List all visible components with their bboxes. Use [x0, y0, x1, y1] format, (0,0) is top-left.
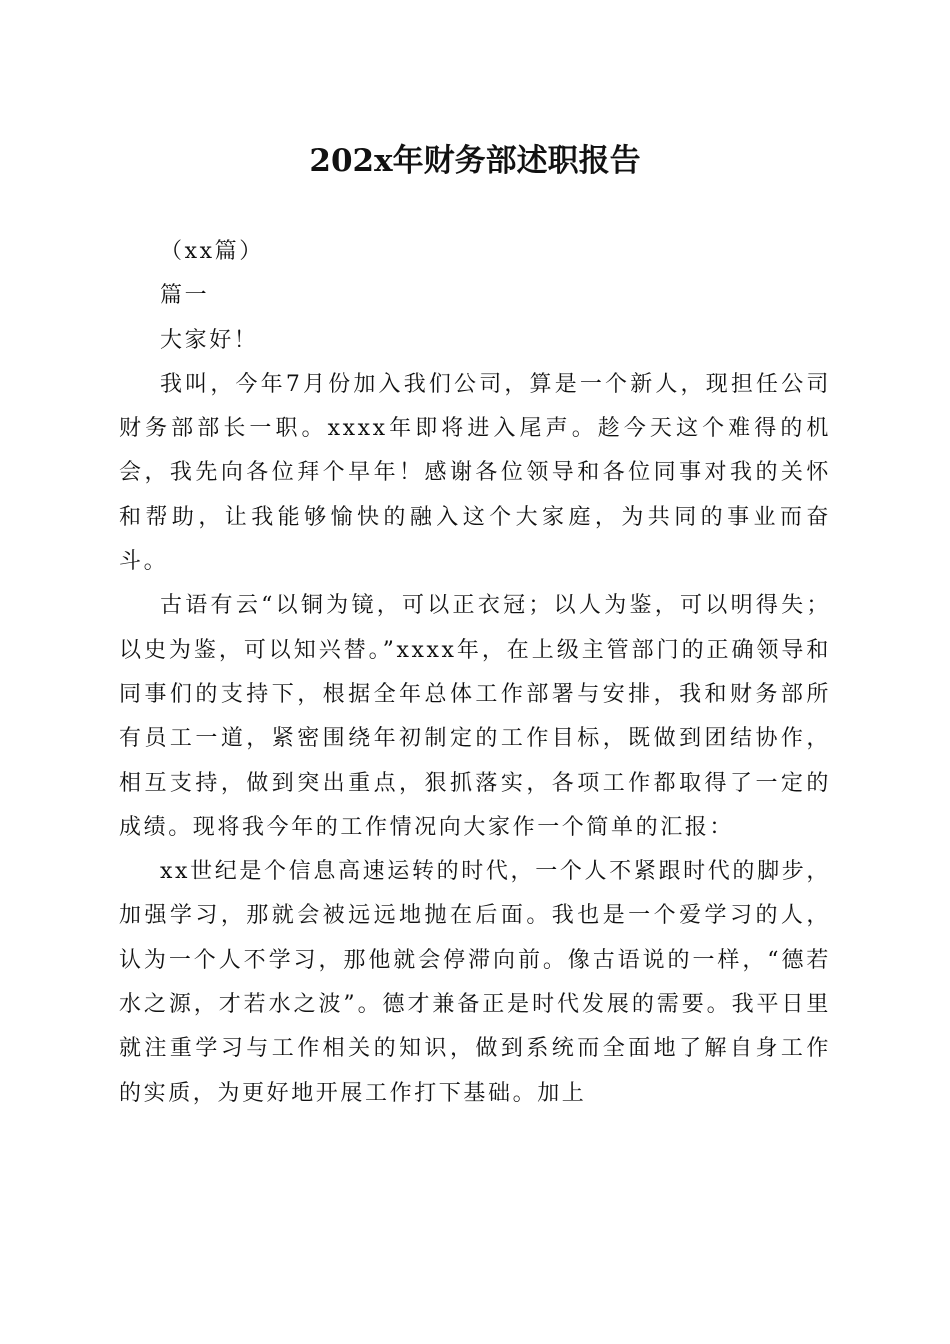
paragraph-series-note: （xx篇） [160, 239, 264, 264]
document-title: 202x年财务部述职报告 [309, 143, 641, 179]
paragraph-introduction: 我叫，今年7月份加入我们公司，算是一个新人，现担任公司财务部部长一职。xxxx年即将进入尾声。趁今天这个难得的机会，我先向各位拜个早年！感谢各位领导和各位同事对我的关怀和帮助，让我能够愉快的融入这个大家庭，为共同的事业而奋斗。 [119, 371, 831, 575]
paragraph-work-summary: 古语有云“以铜为镜，可以正衣冠；以人为鉴，可以明得失；以史为鉴，可以知兴替。”xxxx年，在上级主管部门的正确领导和同事们的支持下，根据全年总体工作部署与安排，我和财务部所有员工一道，紧密围绕年初制定的工作目标，既做到团结协作，相互支持，做到突出重点，狠抓落实，各项工作都取得了一定的成绩。现将我今年的工作情况向大家作一个简单的汇报： [119, 593, 831, 840]
paragraph-learning: xx世纪是个信息高速运转的时代，一个人不紧跟时代的脚步，加强学习，那就会被远远地抛在后面。我也是一个爱学习的人，认为一个人不学习，那他就会停滞向前。像古语说的一样，“德若水之源，才若水之波”。德才兼备正是时代发展的需要。我平日里就注重学习与工作相关的知识，做到系统而全面地了解自身工作的实质，为更好地开展工作打下基础。加上 [119, 859, 831, 1106]
paragraph-greeting: 大家好！ [160, 327, 259, 353]
document-body [119, 230, 831, 1116]
paragraph-section-heading: 篇一 [160, 283, 210, 309]
